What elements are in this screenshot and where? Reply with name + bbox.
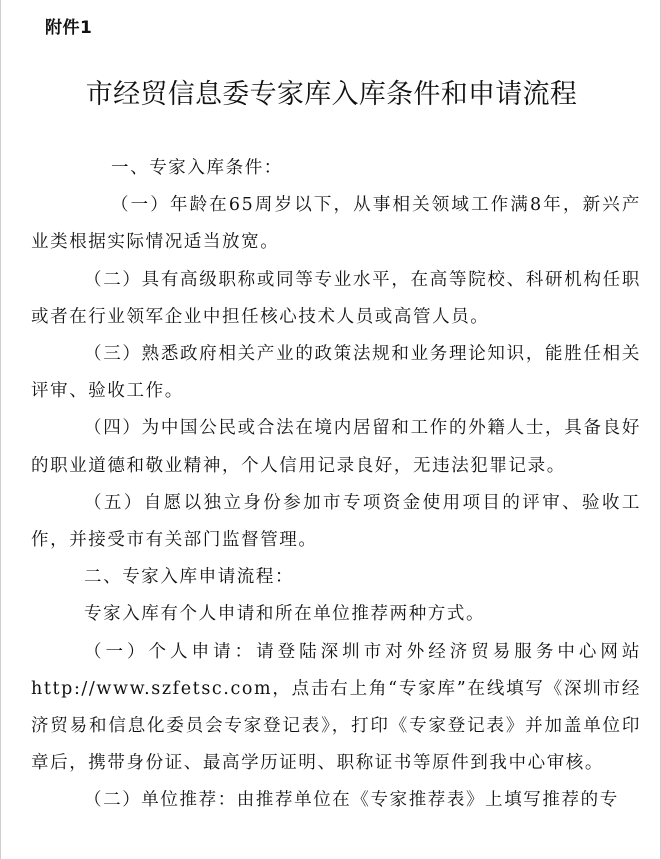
document-body bbox=[31, 150, 641, 820]
criteria-item-4: （四）为中国公民或合法在境内居留和工作的外籍人士，具备良好的职业道德和敬业精神，个人信用记录良好，无违法犯罪记录。 bbox=[31, 418, 641, 476]
document-title: 市经贸信息委专家库入库条件和申请流程 bbox=[85, 79, 578, 110]
process-intro: 专家入库有个人申请和所在单位推荐两种方式。 bbox=[84, 604, 486, 625]
process-item-unit: （二）单位推荐：由推荐单位在《专家推荐表》上填写推荐的专 bbox=[84, 790, 619, 811]
process-item-individual: （一）个人申请：请登陆深圳市对外经济贸易服务中心网站http://www.szfetsc.com，点击右上角“专家库”在线填写《深圳市经济贸易和信息化委员会专家登记表》，打印《专家登记表》并加盖单位印章后，携带身份证、最高学历证明、职称证书等原件到我中心审核。 bbox=[31, 641, 641, 774]
criteria-item-3: （三）熟悉政府相关产业的政策法规和业务理论知识，能胜任相关评审、验收工作。 bbox=[31, 344, 641, 402]
criteria-item-5: （五）自愿以独立身份参加市专项资金使用项目的评审、验收工作，并接受市有关部门监督管理。 bbox=[31, 492, 641, 551]
attachment-label: 附件1 bbox=[45, 18, 93, 38]
criteria-item-1: （一）年龄在65周岁以下，从事相关领域工作满8年，新兴产业类根据实际情况适当放宽。 bbox=[31, 195, 641, 253]
section-heading-process: 二、专家入库申请流程： bbox=[84, 567, 295, 588]
criteria-item-2: （二）具有高级职称或同等专业水平，在高等院校、科研机构任职或者在行业领军企业中担任核心技术人员或高管人员。 bbox=[31, 269, 641, 327]
section-heading-criteria: 一、专家入库条件： bbox=[111, 158, 283, 178]
